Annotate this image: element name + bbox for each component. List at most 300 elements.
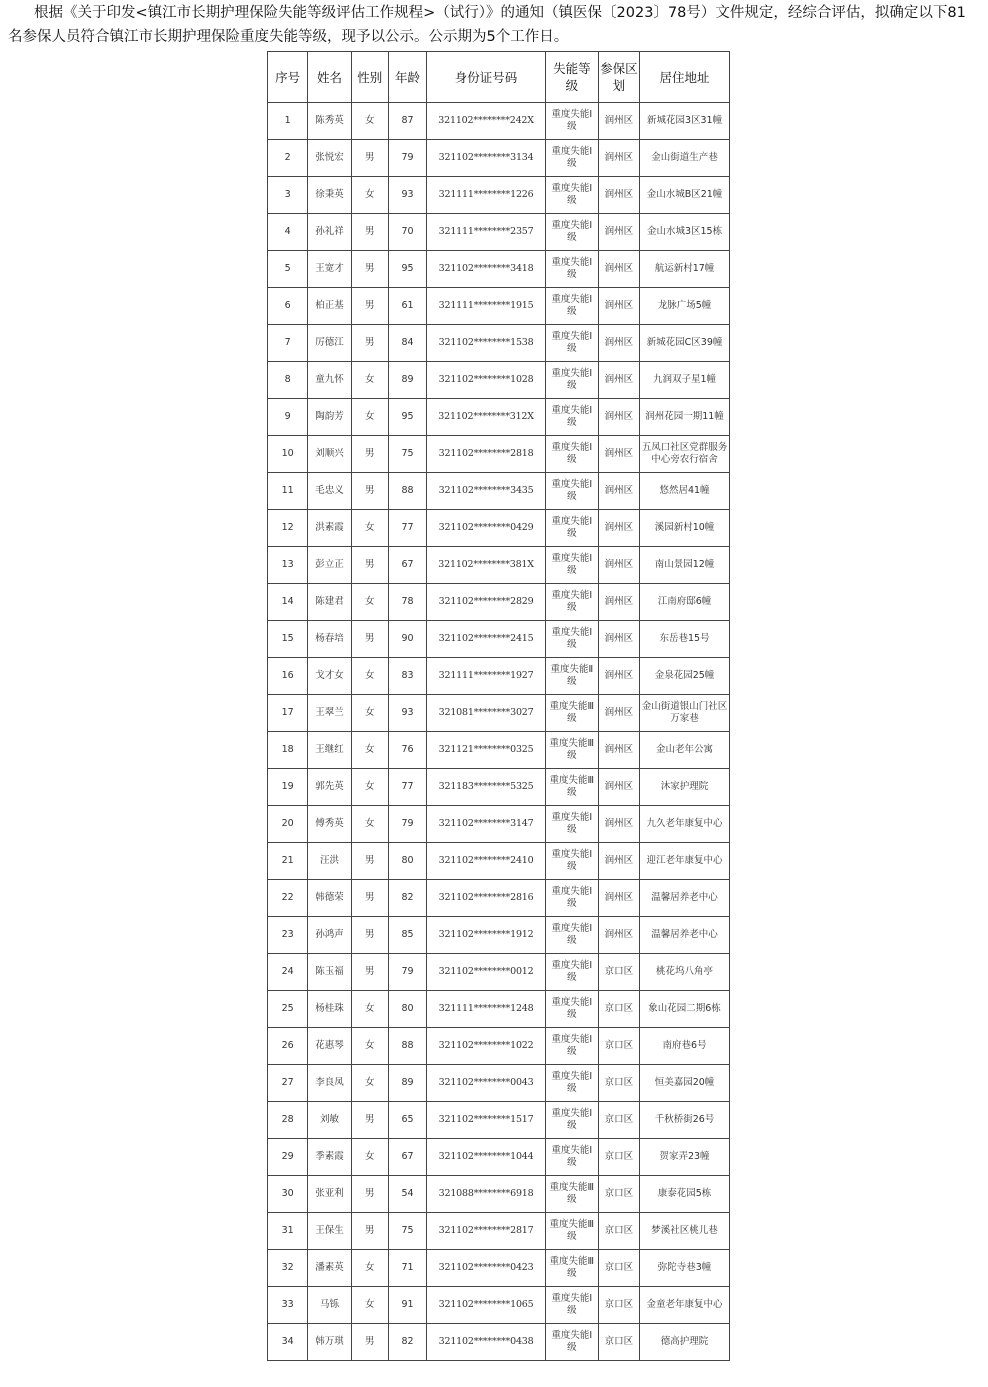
cell-index: 31: [268, 1213, 308, 1250]
cell-insured-district: 润州区: [598, 695, 639, 732]
cell-age: 89: [388, 362, 426, 399]
cell-age: 75: [388, 436, 426, 473]
cell-address: 金山街道生产巷: [640, 140, 730, 177]
cell-id-number: 321102********2818: [427, 436, 546, 473]
cell-id-number: 321111********2357: [427, 214, 546, 251]
cell-gender: 男: [351, 325, 388, 362]
cell-gender: 女: [351, 1028, 388, 1065]
cell-disability-level: 重度失能Ⅰ级: [545, 473, 598, 510]
cell-gender: 男: [351, 1176, 388, 1213]
cell-address: 金童老年康复中心: [640, 1287, 730, 1324]
header-insured-district: 参保区划: [598, 52, 639, 103]
table-row: [268, 251, 730, 288]
table-row: [268, 362, 730, 399]
cell-age: 88: [388, 473, 426, 510]
table-row: [268, 954, 730, 991]
cell-address: 南府巷6号: [640, 1028, 730, 1065]
cell-insured-district: 京口区: [598, 991, 639, 1028]
table-row: [268, 843, 730, 880]
cell-address: 新城花园3区31幢: [640, 103, 730, 140]
cell-age: 79: [388, 954, 426, 991]
cell-address: 康泰花园5栋: [640, 1176, 730, 1213]
table-header-row: [268, 52, 730, 103]
cell-index: 20: [268, 806, 308, 843]
cell-age: 93: [388, 695, 426, 732]
cell-insured-district: 京口区: [598, 1065, 639, 1102]
cell-insured-district: 润州区: [598, 399, 639, 436]
table-row: [268, 1213, 730, 1250]
cell-address: 金山水城3区15栋: [640, 214, 730, 251]
cell-id-number: 321102********3418: [427, 251, 546, 288]
cell-name: 王翠兰: [308, 695, 351, 732]
header-disability-level: 失能等级: [545, 52, 598, 103]
cell-age: 80: [388, 843, 426, 880]
cell-id-number: 321102********2415: [427, 621, 546, 658]
cell-age: 71: [388, 1250, 426, 1287]
cell-age: 95: [388, 399, 426, 436]
cell-index: 10: [268, 436, 308, 473]
cell-disability-level: 重度失能Ⅰ级: [545, 399, 598, 436]
cell-address: 九久老年康复中心: [640, 806, 730, 843]
assessment-table: [267, 51, 730, 1361]
cell-insured-district: 润州区: [598, 251, 639, 288]
cell-name: 童九怀: [308, 362, 351, 399]
cell-age: 67: [388, 547, 426, 584]
cell-index: 4: [268, 214, 308, 251]
cell-insured-district: 润州区: [598, 325, 639, 362]
cell-id-number: 321111********1927: [427, 658, 546, 695]
cell-index: 5: [268, 251, 308, 288]
cell-gender: 男: [351, 288, 388, 325]
cell-address: 千秋桥街26号: [640, 1102, 730, 1139]
table-row: [268, 140, 730, 177]
cell-gender: 女: [351, 584, 388, 621]
cell-index: 2: [268, 140, 308, 177]
cell-disability-level: 重度失能Ⅰ级: [545, 288, 598, 325]
cell-name: 陶韵芳: [308, 399, 351, 436]
cell-insured-district: 润州区: [598, 473, 639, 510]
cell-insured-district: 润州区: [598, 510, 639, 547]
cell-id-number: 321102********0423: [427, 1250, 546, 1287]
cell-name: 郭先英: [308, 769, 351, 806]
cell-disability-level: 重度失能Ⅰ级: [545, 177, 598, 214]
cell-disability-level: 重度失能Ⅱ级: [545, 658, 598, 695]
cell-address: 桃花坞八角亭: [640, 954, 730, 991]
cell-name: 韩德荣: [308, 880, 351, 917]
cell-insured-district: 润州区: [598, 362, 639, 399]
cell-disability-level: 重度失能Ⅰ级: [545, 251, 598, 288]
cell-id-number: 321102********3147: [427, 806, 546, 843]
cell-index: 34: [268, 1324, 308, 1361]
cell-address: 五凤口社区党群服务中心旁农行宿舍: [640, 436, 730, 473]
cell-age: 87: [388, 103, 426, 140]
cell-insured-district: 润州区: [598, 177, 639, 214]
table-row: [268, 1065, 730, 1102]
cell-id-number: 321102********3435: [427, 473, 546, 510]
cell-name: 张亚利: [308, 1176, 351, 1213]
cell-age: 75: [388, 1213, 426, 1250]
table-body: [268, 103, 730, 1361]
cell-age: 61: [388, 288, 426, 325]
cell-index: 27: [268, 1065, 308, 1102]
cell-disability-level: 重度失能Ⅰ级: [545, 362, 598, 399]
table-row: [268, 658, 730, 695]
table-row: [268, 584, 730, 621]
cell-index: 12: [268, 510, 308, 547]
cell-address: 九润双子星1幢: [640, 362, 730, 399]
cell-index: 15: [268, 621, 308, 658]
cell-disability-level: 重度失能Ⅰ级: [545, 103, 598, 140]
cell-gender: 男: [351, 140, 388, 177]
cell-index: 28: [268, 1102, 308, 1139]
header-name: 姓名: [308, 52, 351, 103]
cell-gender: 男: [351, 547, 388, 584]
header-id-number: 身份证号码: [427, 52, 546, 103]
cell-gender: 男: [351, 436, 388, 473]
cell-disability-level: 重度失能Ⅲ级: [545, 1213, 598, 1250]
table-row: [268, 399, 730, 436]
cell-gender: 女: [351, 806, 388, 843]
table-row: [268, 917, 730, 954]
cell-disability-level: 重度失能Ⅰ级: [545, 510, 598, 547]
table-row: [268, 510, 730, 547]
cell-insured-district: 润州区: [598, 140, 639, 177]
cell-id-number: 321088********6918: [427, 1176, 546, 1213]
cell-name: 王保生: [308, 1213, 351, 1250]
cell-disability-level: 重度失能Ⅰ级: [545, 1028, 598, 1065]
cell-address: 龙脉广场5幢: [640, 288, 730, 325]
cell-name: 杨桂珠: [308, 991, 351, 1028]
cell-age: 82: [388, 1324, 426, 1361]
cell-age: 77: [388, 769, 426, 806]
cell-gender: 女: [351, 103, 388, 140]
table-row: [268, 880, 730, 917]
cell-insured-district: 京口区: [598, 954, 639, 991]
cell-index: 6: [268, 288, 308, 325]
cell-id-number: 321183********5325: [427, 769, 546, 806]
cell-gender: 男: [351, 954, 388, 991]
cell-age: 65: [388, 1102, 426, 1139]
cell-name: 孙礼祥: [308, 214, 351, 251]
cell-insured-district: 京口区: [598, 1324, 639, 1361]
cell-name: 花惠琴: [308, 1028, 351, 1065]
table-row: [268, 1102, 730, 1139]
cell-address: 新城花园C区39幢: [640, 325, 730, 362]
cell-index: 13: [268, 547, 308, 584]
cell-id-number: 321102********1028: [427, 362, 546, 399]
cell-id-number: 321102********2829: [427, 584, 546, 621]
cell-id-number: 321102********1065: [427, 1287, 546, 1324]
cell-insured-district: 京口区: [598, 1102, 639, 1139]
cell-index: 22: [268, 880, 308, 917]
cell-index: 14: [268, 584, 308, 621]
cell-gender: 男: [351, 621, 388, 658]
table-row: [268, 621, 730, 658]
cell-name: 戈才女: [308, 658, 351, 695]
table-row: [268, 1139, 730, 1176]
cell-disability-level: 重度失能Ⅰ级: [545, 584, 598, 621]
cell-gender: 男: [351, 1213, 388, 1250]
cell-index: 7: [268, 325, 308, 362]
cell-disability-level: 重度失能Ⅰ级: [545, 991, 598, 1028]
cell-disability-level: 重度失能Ⅲ级: [545, 695, 598, 732]
cell-name: 马铄: [308, 1287, 351, 1324]
cell-index: 23: [268, 917, 308, 954]
cell-id-number: 321102********2816: [427, 880, 546, 917]
cell-name: 陈建君: [308, 584, 351, 621]
cell-gender: 女: [351, 769, 388, 806]
cell-insured-district: 润州区: [598, 214, 639, 251]
cell-name: 王继红: [308, 732, 351, 769]
table-row: [268, 1250, 730, 1287]
cell-insured-district: 润州区: [598, 621, 639, 658]
cell-address: 江南府邸6幢: [640, 584, 730, 621]
cell-name: 陈玉福: [308, 954, 351, 991]
cell-gender: 男: [351, 251, 388, 288]
cell-address: 梦溪社区桃儿巷: [640, 1213, 730, 1250]
cell-id-number: 321102********0438: [427, 1324, 546, 1361]
cell-index: 29: [268, 1139, 308, 1176]
header-age: 年龄: [388, 52, 426, 103]
cell-insured-district: 京口区: [598, 1287, 639, 1324]
cell-name: 柏正基: [308, 288, 351, 325]
cell-age: 84: [388, 325, 426, 362]
cell-disability-level: 重度失能Ⅰ级: [545, 1139, 598, 1176]
intro-paragraph: [0, 0, 988, 49]
cell-name: 毛忠义: [308, 473, 351, 510]
cell-age: 83: [388, 658, 426, 695]
table-row: [268, 103, 730, 140]
cell-insured-district: 润州区: [598, 880, 639, 917]
cell-name: 李良凤: [308, 1065, 351, 1102]
cell-gender: 男: [351, 1102, 388, 1139]
cell-disability-level: 重度失能Ⅰ级: [545, 214, 598, 251]
cell-gender: 女: [351, 177, 388, 214]
cell-address: 迎江老年康复中心: [640, 843, 730, 880]
cell-id-number: 321102********1538: [427, 325, 546, 362]
cell-index: 25: [268, 991, 308, 1028]
cell-age: 88: [388, 1028, 426, 1065]
cell-disability-level: 重度失能Ⅰ级: [545, 140, 598, 177]
cell-address: 金山老年公寓: [640, 732, 730, 769]
cell-address: 南山景园12幢: [640, 547, 730, 584]
cell-address: 象山花园二期6栋: [640, 991, 730, 1028]
cell-disability-level: 重度失能Ⅰ级: [545, 1324, 598, 1361]
cell-insured-district: 润州区: [598, 658, 639, 695]
cell-index: 21: [268, 843, 308, 880]
cell-index: 3: [268, 177, 308, 214]
cell-id-number: 321102********242X: [427, 103, 546, 140]
cell-name: 徐秉英: [308, 177, 351, 214]
cell-gender: 男: [351, 880, 388, 917]
cell-address: 贺家弄23幢: [640, 1139, 730, 1176]
cell-id-number: 321121********0325: [427, 732, 546, 769]
cell-age: 89: [388, 1065, 426, 1102]
cell-id-number: 321102********2817: [427, 1213, 546, 1250]
cell-id-number: 321102********1044: [427, 1139, 546, 1176]
table-row: [268, 732, 730, 769]
cell-disability-level: 重度失能Ⅰ级: [545, 843, 598, 880]
cell-insured-district: 润州区: [598, 547, 639, 584]
cell-insured-district: 京口区: [598, 1176, 639, 1213]
cell-disability-level: 重度失能Ⅰ级: [545, 436, 598, 473]
cell-insured-district: 润州区: [598, 843, 639, 880]
cell-insured-district: 润州区: [598, 732, 639, 769]
cell-disability-level: 重度失能Ⅲ级: [545, 769, 598, 806]
cell-name: 汪洪: [308, 843, 351, 880]
cell-id-number: 321102********381X: [427, 547, 546, 584]
table-row: [268, 473, 730, 510]
cell-id-number: 321111********1248: [427, 991, 546, 1028]
cell-name: 陈秀英: [308, 103, 351, 140]
cell-index: 16: [268, 658, 308, 695]
cell-disability-level: 重度失能Ⅰ级: [545, 880, 598, 917]
cell-insured-district: 润州区: [598, 436, 639, 473]
cell-name: 厉德江: [308, 325, 351, 362]
cell-address: 德高护理院: [640, 1324, 730, 1361]
cell-disability-level: 重度失能Ⅰ级: [545, 1287, 598, 1324]
cell-index: 1: [268, 103, 308, 140]
cell-address: 沐家护理院: [640, 769, 730, 806]
table-row: [268, 177, 730, 214]
cell-age: 76: [388, 732, 426, 769]
cell-address: 弥陀寺巷3幢: [640, 1250, 730, 1287]
cell-age: 79: [388, 140, 426, 177]
cell-id-number: 321102********2410: [427, 843, 546, 880]
cell-gender: 女: [351, 362, 388, 399]
cell-name: 刘敏: [308, 1102, 351, 1139]
cell-insured-district: 润州区: [598, 917, 639, 954]
cell-id-number: 321111********1915: [427, 288, 546, 325]
cell-id-number: 321111********1226: [427, 177, 546, 214]
cell-address: 温馨居养老中心: [640, 917, 730, 954]
cell-disability-level: 重度失能Ⅰ级: [545, 1102, 598, 1139]
cell-gender: 女: [351, 695, 388, 732]
cell-gender: 男: [351, 1324, 388, 1361]
table-row: [268, 547, 730, 584]
intro-text: 根据《关于印发<镇江市长期护理保险失能等级评估工作规程>（试行）》的通知（镇医保〔2023〕78号）文件规定，经综合评估，拟确定以下81名参保人员符合镇江市长期护理保险重度失能等级，现予以公示。公示期为5个工作日。: [8, 5, 966, 45]
cell-gender: 女: [351, 510, 388, 547]
cell-address: 航运新村17幢: [640, 251, 730, 288]
table-row: [268, 1287, 730, 1324]
cell-age: 85: [388, 917, 426, 954]
cell-gender: 女: [351, 1139, 388, 1176]
cell-address: 金山水城B区21幢: [640, 177, 730, 214]
table-row: [268, 769, 730, 806]
table-row: [268, 1324, 730, 1361]
cell-index: 9: [268, 399, 308, 436]
cell-name: 彭立正: [308, 547, 351, 584]
cell-gender: 男: [351, 843, 388, 880]
table-row: [268, 214, 730, 251]
cell-disability-level: 重度失能Ⅰ级: [545, 547, 598, 584]
cell-index: 11: [268, 473, 308, 510]
cell-index: 26: [268, 1028, 308, 1065]
cell-id-number: 321102********1517: [427, 1102, 546, 1139]
cell-address: 金泉花园25幢: [640, 658, 730, 695]
cell-id-number: 321102********0012: [427, 954, 546, 991]
cell-insured-district: 润州区: [598, 288, 639, 325]
cell-gender: 女: [351, 1287, 388, 1324]
cell-id-number: 321081********3027: [427, 695, 546, 732]
table-row: [268, 1176, 730, 1213]
cell-address: 悠然居41幢: [640, 473, 730, 510]
cell-age: 77: [388, 510, 426, 547]
cell-index: 30: [268, 1176, 308, 1213]
cell-age: 80: [388, 991, 426, 1028]
cell-name: 张悦宏: [308, 140, 351, 177]
cell-age: 90: [388, 621, 426, 658]
cell-disability-level: 重度失能Ⅰ级: [545, 621, 598, 658]
cell-insured-district: 京口区: [598, 1139, 639, 1176]
cell-insured-district: 润州区: [598, 584, 639, 621]
cell-disability-level: 重度失能Ⅲ级: [545, 1250, 598, 1287]
table-row: [268, 1028, 730, 1065]
cell-index: 33: [268, 1287, 308, 1324]
cell-index: 18: [268, 732, 308, 769]
cell-id-number: 321102********0429: [427, 510, 546, 547]
cell-insured-district: 京口区: [598, 1250, 639, 1287]
cell-name: 杨春培: [308, 621, 351, 658]
header-address: 居住地址: [640, 52, 730, 103]
cell-gender: 女: [351, 1250, 388, 1287]
cell-index: 19: [268, 769, 308, 806]
cell-age: 93: [388, 177, 426, 214]
cell-age: 95: [388, 251, 426, 288]
cell-disability-level: 重度失能Ⅰ级: [545, 954, 598, 991]
cell-id-number: 321102********312X: [427, 399, 546, 436]
cell-disability-level: 重度失能Ⅰ级: [545, 1065, 598, 1102]
cell-name: 韩万琪: [308, 1324, 351, 1361]
cell-address: 润州花园一期11幢: [640, 399, 730, 436]
cell-insured-district: 润州区: [598, 769, 639, 806]
table-row: [268, 325, 730, 362]
cell-gender: 男: [351, 917, 388, 954]
cell-id-number: 321102********3134: [427, 140, 546, 177]
table-row: [268, 436, 730, 473]
cell-index: 8: [268, 362, 308, 399]
cell-gender: 女: [351, 991, 388, 1028]
cell-age: 70: [388, 214, 426, 251]
cell-name: 潘素英: [308, 1250, 351, 1287]
cell-address: 金山街道银山门社区万家巷: [640, 695, 730, 732]
cell-name: 孙鸿声: [308, 917, 351, 954]
cell-name: 刘顺兴: [308, 436, 351, 473]
cell-index: 32: [268, 1250, 308, 1287]
header-index: 序号: [268, 52, 308, 103]
cell-disability-level: 重度失能Ⅰ级: [545, 806, 598, 843]
table-row: [268, 695, 730, 732]
cell-disability-level: 重度失能Ⅰ级: [545, 325, 598, 362]
cell-gender: 女: [351, 658, 388, 695]
table-row: [268, 991, 730, 1028]
cell-gender: 男: [351, 214, 388, 251]
cell-age: 82: [388, 880, 426, 917]
cell-id-number: 321102********1912: [427, 917, 546, 954]
table-row: [268, 288, 730, 325]
cell-age: 79: [388, 806, 426, 843]
cell-address: 溪园新村10幢: [640, 510, 730, 547]
cell-name: 季素霞: [308, 1139, 351, 1176]
cell-index: 17: [268, 695, 308, 732]
cell-gender: 女: [351, 1065, 388, 1102]
cell-address: 恒美嘉园20幢: [640, 1065, 730, 1102]
cell-name: 洪素霞: [308, 510, 351, 547]
cell-address: 东岳巷15号: [640, 621, 730, 658]
cell-insured-district: 京口区: [598, 1213, 639, 1250]
table-row: [268, 806, 730, 843]
cell-disability-level: 重度失能Ⅰ级: [545, 917, 598, 954]
